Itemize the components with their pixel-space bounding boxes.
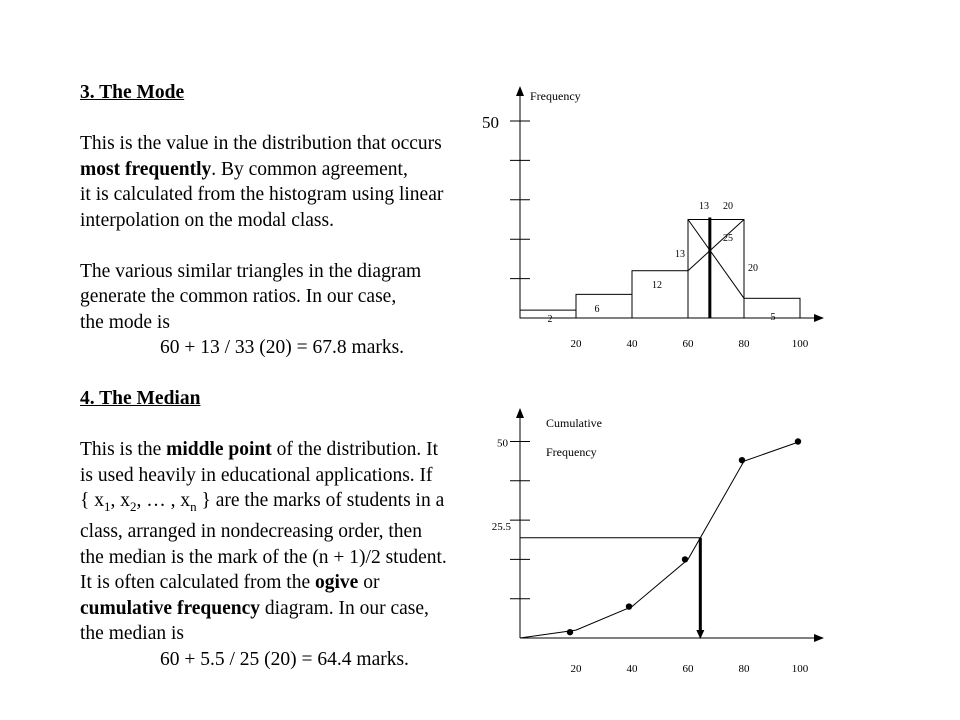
- annotation-label: 20: [748, 263, 758, 274]
- body-text: It is often calculated from the: [80, 572, 315, 594]
- median-paragraph-line: the median is: [80, 623, 184, 645]
- ogive-line: [520, 442, 800, 639]
- ogive-point: [795, 438, 801, 444]
- x-tick-label: 100: [791, 663, 809, 675]
- x-tick-label: 60: [682, 663, 694, 675]
- y-axis-arrow: [516, 408, 524, 418]
- body-text: , x: [110, 490, 130, 511]
- y-tick-label: 25.5: [491, 520, 511, 533]
- x-tick-label: 100: [791, 338, 809, 350]
- x-tick-label: 60: [682, 338, 694, 350]
- x-tick-label: 40: [626, 663, 638, 675]
- emphasis-text: middle point: [166, 439, 272, 460]
- body-text: { x: [80, 490, 104, 511]
- mode-paragraph-line: the mode is: [80, 311, 170, 333]
- ogive-point: [739, 457, 745, 463]
- subscript: n: [190, 498, 197, 514]
- median-paragraph-line: is used heavily in educational applications. If: [80, 464, 433, 486]
- y-axis-label: Cumulative: [546, 416, 602, 430]
- x-tick-label: 20: [570, 663, 582, 675]
- x-tick-label: 80: [738, 663, 750, 675]
- x-axis-arrow: [814, 634, 824, 642]
- mode-paragraph-line: This is the value in the distribution that occurs: [80, 133, 442, 154]
- median-heading: 4. The Median: [80, 388, 201, 409]
- bar-label: 12: [652, 280, 662, 291]
- median-formula: 60 + 5.5 / 25 (20) = 64.4 marks.: [160, 648, 409, 670]
- y-axis-label: Frequency: [530, 89, 581, 103]
- ogive-point: [626, 603, 632, 609]
- bar-label: 25: [723, 233, 733, 244]
- x-tick-label: 40: [626, 338, 638, 350]
- mode-formula: 60 + 13 / 33 (20) = 67.8 marks.: [160, 337, 405, 358]
- body-text: or: [358, 572, 380, 594]
- annotation-label: 13: [675, 249, 685, 260]
- ogive-point: [682, 556, 688, 562]
- body-text: This is the: [80, 439, 167, 460]
- body-text: . By common agreement,: [211, 158, 408, 180]
- subscript: 2: [130, 498, 137, 514]
- y-axis-label: Frequency: [546, 445, 597, 459]
- x-tick-label: 80: [738, 338, 750, 350]
- annotation-label: 13: [699, 201, 709, 212]
- mode-paragraph-line: interpolation on the modal class.: [80, 209, 334, 231]
- y-tick-label: 50: [497, 437, 508, 450]
- x-tick-label: 20: [570, 338, 582, 350]
- mode-paragraph-line: it is calculated from the histogram using linear: [80, 184, 444, 205]
- bar-label: 2: [547, 314, 553, 325]
- body-text: } are the marks of students in a: [196, 490, 445, 511]
- bar-label: 6: [594, 304, 600, 315]
- bar-label: 5: [770, 312, 776, 323]
- mode-paragraph-line: generate the common ratios. In our case,: [80, 286, 397, 307]
- mode-heading: 3. The Mode: [80, 82, 185, 103]
- emphasis-text: most frequently: [80, 158, 212, 180]
- ogive-point: [567, 629, 573, 635]
- emphasis-text: cumulative frequency: [80, 597, 260, 619]
- body-text: , … , x: [136, 490, 191, 511]
- subscript: 1: [104, 498, 111, 514]
- body-text: diagram. In our case,: [260, 597, 429, 619]
- median-paragraph-line: class, arranged in nondecreasing order, then: [80, 521, 422, 543]
- emphasis-text: ogive: [315, 572, 359, 594]
- annotation-label: 20: [723, 201, 733, 212]
- median-paragraph-line: the median is the mark of the (n + 1)/2 student.: [80, 546, 447, 568]
- y-tick-label: 50: [482, 113, 499, 132]
- mode-paragraph-line: The various similar triangles in the diagram: [80, 260, 422, 282]
- body-text: of the distribution. It: [271, 439, 439, 460]
